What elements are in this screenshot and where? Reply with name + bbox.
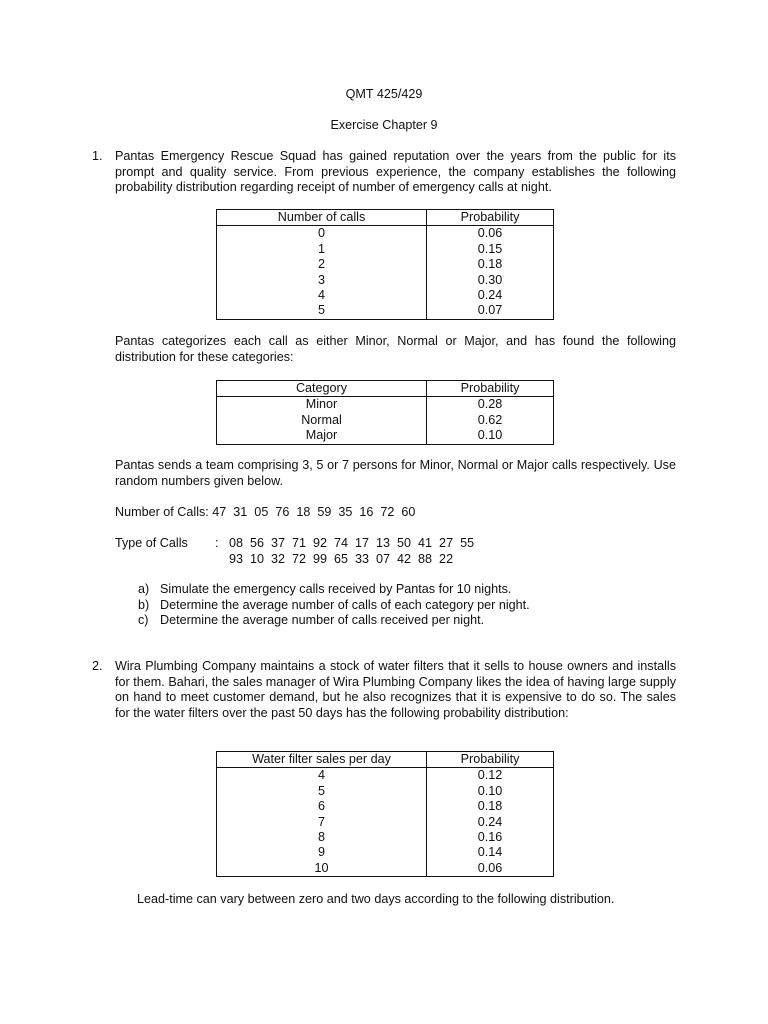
sales-table-value: 7	[217, 815, 427, 830]
category-header-category: Category	[217, 381, 427, 397]
task-b-text: Determine the average number of calls of each category per night.	[160, 597, 530, 612]
calls-table-value: 3	[217, 273, 427, 288]
sales-header-probability: Probability	[427, 752, 554, 768]
type-of-calls-values-2: 93 10 32 72 99 65 33 07 42 88 22	[229, 552, 454, 566]
calls-probability-table	[216, 209, 554, 320]
category-probability-table	[216, 380, 554, 445]
sales-probability-table	[216, 751, 554, 877]
sales-table-value: 6	[217, 799, 427, 814]
sales-table-probability: 0.12	[477, 768, 503, 783]
random-calls-line	[115, 505, 415, 521]
sales-table-value: 9	[217, 845, 427, 860]
calls-table-value: 0	[217, 226, 427, 242]
sales-table-row	[217, 799, 554, 814]
category-header-probability: Probability	[427, 381, 554, 397]
type-of-calls-label: Type of Calls	[115, 536, 188, 550]
task-a-label: a)	[138, 582, 150, 596]
category-table-value: Major	[217, 428, 427, 444]
question-1-number: 1.	[92, 149, 103, 163]
sales-table-probability: 0.16	[477, 830, 503, 845]
calls-table-row	[217, 242, 554, 257]
random-calls-values: 47 31 05 76 18 59 35 16 72 60	[212, 505, 416, 519]
task-c	[138, 613, 530, 629]
question-2-intro: Wira Plumbing Company maintains a stock of water filters that it sells to house owners and installs for them. Bahari, the sales manager of Wira Plumbing Company likes the idea of having large supply on hand to meet customer demand, but he also recognizes that it is expensive to do so. The sales for the water filters over the past 50 days has the following probability distribution:	[115, 659, 676, 720]
question-1-tasks	[138, 582, 530, 629]
category-table-probability: 0.62	[477, 412, 503, 427]
calls-table-probability: 0.24	[477, 288, 503, 303]
sales-table-probability: 0.18	[477, 799, 503, 814]
sales-table-value: 8	[217, 830, 427, 845]
task-a	[138, 582, 530, 598]
course-code: QMT 425/429	[345, 87, 423, 101]
calls-table-probability: 0.30	[477, 272, 503, 287]
category-table-value: Normal	[217, 413, 427, 428]
sales-table-probability: 0.14	[477, 845, 503, 860]
category-table-row	[217, 428, 554, 444]
exercise-title: Exercise Chapter 9	[330, 118, 438, 132]
sales-table-value: 4	[217, 768, 427, 784]
question-1-intro: Pantas Emergency Rescue Squad has gained reputation over the years from the public for its prompt and quality service. From previous experience, the company establishes the following probability distribution regarding receipt of number of emergency calls at night.	[115, 149, 676, 195]
team-text: Pantas sends a team comprising 3, 5 or 7 persons for Minor, Normal or Major calls respectively. Use random numbers given below.	[115, 458, 676, 488]
calls-table-value: 2	[217, 257, 427, 272]
type-of-calls-colon: :	[215, 536, 219, 550]
task-a-text: Simulate the emergency calls received by Pantas for 10 nights.	[160, 582, 512, 596]
task-c-label: c)	[138, 613, 149, 628]
sales-table-row	[217, 768, 554, 784]
calls-table-value: 4	[217, 288, 427, 303]
calls-table-row	[217, 226, 554, 242]
sales-table-row	[217, 815, 554, 830]
sales-table-row	[217, 861, 554, 877]
calls-table-row	[217, 257, 554, 272]
category-intro: Pantas categorizes each call as either Minor, Normal or Major, and has found the following distribution for these categories:	[115, 334, 676, 364]
sales-table-row	[217, 845, 554, 860]
calls-header-number: Number of calls	[217, 210, 427, 226]
leadtime-text: Lead-time can vary between zero and two days according to the following distribution.	[137, 892, 615, 906]
task-c-text: Determine the average number of calls received per night.	[160, 613, 485, 628]
sales-table-probability: 0.24	[477, 814, 503, 829]
sales-table-value: 5	[217, 784, 427, 799]
category-table-probability: 0.28	[477, 397, 503, 412]
random-calls-label: Number of Calls:	[115, 505, 209, 519]
calls-table-row	[217, 303, 554, 319]
sales-table-value: 10	[217, 861, 427, 877]
type-of-calls-values-1: 08 56 37 71 92 74 17 13 50 41 27 55	[229, 536, 475, 550]
question-2-number: 2.	[92, 659, 103, 673]
category-table-probability: 0.10	[477, 428, 503, 443]
category-table-row	[217, 397, 554, 413]
sales-table-probability: 0.06	[477, 860, 503, 875]
task-b	[138, 598, 530, 614]
calls-table-row	[217, 288, 554, 303]
category-table-value: Minor	[217, 397, 427, 413]
sales-table-row	[217, 830, 554, 845]
sales-table-row	[217, 784, 554, 799]
calls-table-value: 5	[217, 303, 427, 319]
category-table-row	[217, 413, 554, 428]
calls-table-value: 1	[217, 242, 427, 257]
sales-table-probability: 0.10	[477, 783, 503, 798]
calls-table-row	[217, 273, 554, 288]
calls-table-probability: 0.15	[477, 241, 503, 256]
sales-header-sales: Water filter sales per day	[217, 752, 427, 768]
task-b-label: b)	[138, 597, 150, 612]
calls-header-probability: Probability	[427, 210, 554, 226]
calls-table-probability: 0.06	[477, 226, 503, 241]
calls-table-probability: 0.07	[477, 303, 503, 318]
calls-table-probability: 0.18	[477, 257, 503, 272]
